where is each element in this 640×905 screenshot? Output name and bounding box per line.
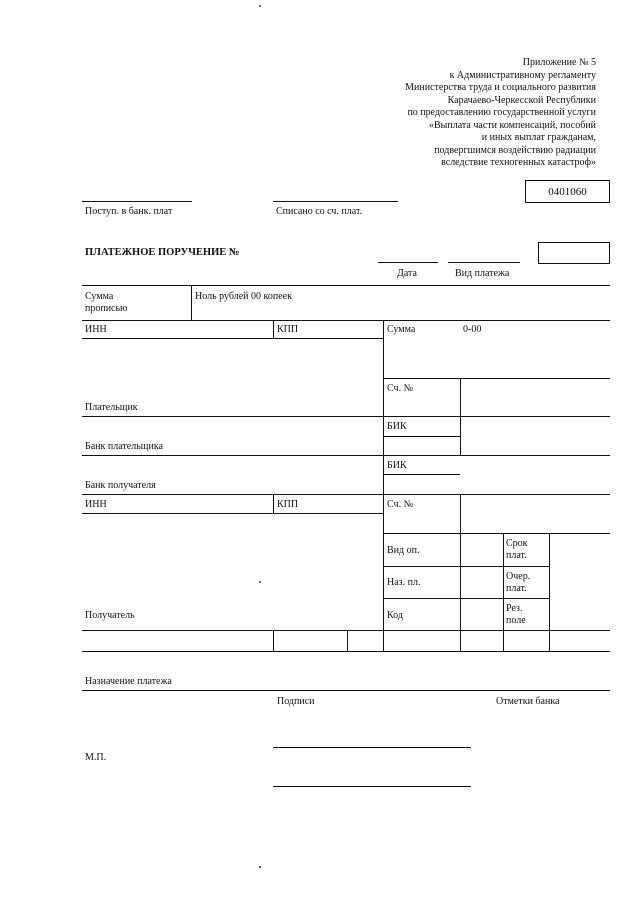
annex-line: подвергшимся воздействию радиации [434,144,596,156]
scan-dot [259,866,261,868]
purpose-code-label: Наз. пл. [387,577,421,588]
annex-line: вследствие техногенных катастроф» [441,157,596,168]
rule [383,474,460,475]
payee-label: Получатель [85,610,135,621]
okud-code: 0401060 [548,186,587,198]
annex-line: Карачаево-Черкесской Республики [447,94,596,106]
sum-words-label-2: прописью [85,303,128,314]
payee-inn-label: ИНН [85,499,107,510]
rule [383,320,384,651]
rule [460,378,461,455]
rule [82,416,610,417]
rule [503,533,504,651]
payee-account-label: Сч. № [387,499,414,510]
payment-type-line [448,262,520,263]
stamp-label: М.П. [85,752,107,763]
rule [383,566,549,567]
rule [383,436,460,437]
rule [82,285,610,286]
sum-words-label: Сумма [85,291,114,302]
signature-line-1 [273,747,471,748]
rule [82,494,610,495]
rule [383,533,610,534]
form-title: ПЛАТЕЖНОЕ ПОРУЧЕНИЕ № [85,247,240,258]
rule [82,630,610,631]
annex-line: к Административному регламенту [449,69,596,81]
status-code-box [538,242,610,264]
sum-words-value: Ноль рублей 00 копеек [195,291,292,302]
purpose-label: Назначение платежа [85,676,172,687]
rule [82,690,610,691]
term-label-2: плат. [506,550,527,561]
payee-bank-label: Банк получателя [85,480,156,491]
term-label: Срок [506,538,528,549]
annex-line: Приложение № 5 [522,57,596,68]
scan-dot [259,581,261,583]
debited-date-line [273,201,398,202]
rule [82,651,610,652]
rule [82,338,383,339]
rule [191,285,192,320]
order-label-2: плат. [506,583,527,594]
payee-kpp-label: КПП [277,499,299,510]
rule [273,630,274,651]
received-label: Поступ. в банк. плат [85,206,173,217]
annex-line: «Выплата части компенсаций, пособий [429,119,596,131]
sum-label: Сумма [387,324,416,335]
rule [460,494,461,651]
annex-line: и иных выплат гражданам, [481,132,596,143]
rule [273,494,274,513]
signatures-label: Подписи [277,696,315,707]
rule [383,598,549,599]
payee-bik-label: БИК [387,460,407,471]
payer-kpp-label: КПП [277,324,299,335]
rule [82,513,383,514]
reserve-label: Рез. [506,603,523,614]
annex-header [336,57,596,170]
scan-dot [259,5,261,7]
rule [383,378,610,379]
date-label: Дата [397,268,417,279]
date-line [378,262,438,263]
code-label: Код [387,610,403,621]
rule [82,455,610,456]
debited-label: Списано со сч. плат. [276,206,363,217]
received-date-line [82,201,192,202]
bank-marks-label: Отметки банка [496,696,560,707]
payer-bank-label: Банк плательщика [85,441,163,452]
annex-line: Министерства труда и социального развития [405,82,596,93]
reserve-label-2: поле [506,615,526,626]
rule [82,320,610,321]
payer-bik-label: БИК [387,421,407,432]
payment-type-label: Вид платежа [455,268,510,279]
signature-line-2 [273,786,471,787]
sum-value: 0-00 [463,324,482,335]
payer-inn-label: ИНН [85,324,107,335]
rule [273,320,274,338]
payer-label: Плательщик [85,402,138,413]
op-type-label: Вид оп. [387,545,420,556]
payer-account-label: Сч. № [387,383,414,394]
rule [549,533,550,651]
order-label: Очер. [506,571,531,582]
rule [347,630,348,651]
annex-line: по предоставлению государственной услуги [407,107,596,118]
okud-code-box [525,180,610,203]
